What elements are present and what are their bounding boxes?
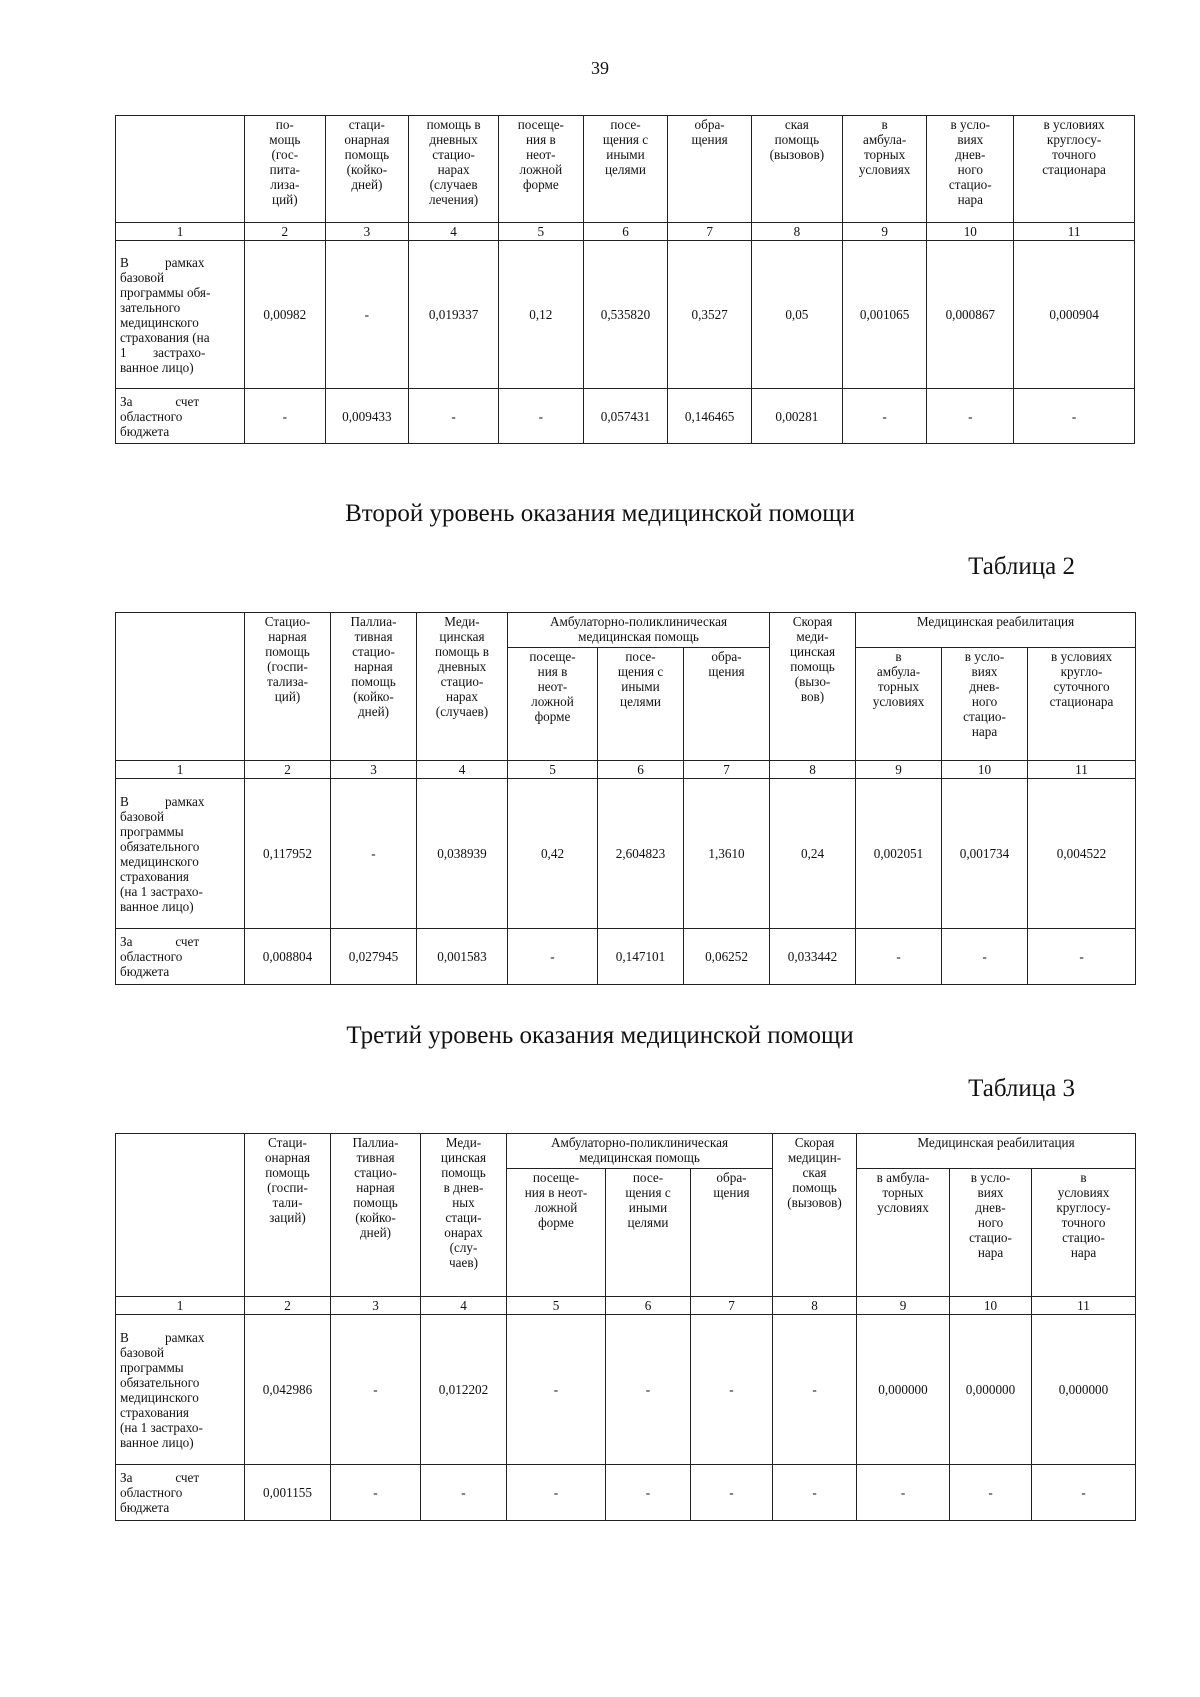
value-cell: 0,027945	[331, 929, 417, 985]
row-label-text: За счет областного бюджета	[120, 393, 200, 439]
header-cell	[606, 1169, 691, 1297]
value-cell: -	[507, 1465, 606, 1521]
column-number: 11	[1014, 223, 1135, 241]
row-label	[116, 929, 245, 985]
header-text: Амбулаторно-поликлиническая медицинская помощь	[550, 1135, 729, 1165]
column-number: 2	[245, 223, 326, 241]
header-cell	[499, 116, 584, 223]
value-cell: 0,42	[508, 779, 598, 929]
header-cell	[245, 1134, 331, 1297]
page-number: 39	[591, 58, 609, 78]
value-cell: -	[331, 1315, 421, 1465]
value-cell: -	[606, 1315, 691, 1465]
row-label	[116, 389, 245, 444]
header-text: Медицинская реабилитация	[917, 1135, 1075, 1150]
value-cell: 0,00982	[245, 241, 326, 389]
table-2-header-row-1	[116, 613, 1136, 648]
header-text: Паллиа- тивная стацио- нарная помощь (койко- дней)	[350, 614, 397, 719]
value-cell: 0,000867	[927, 241, 1014, 389]
header-text: в усло- виях днев- ного стацио- нара	[963, 649, 1006, 739]
header-text: Стацио- нарная помощь (госпи- тализа- ций)	[264, 614, 311, 704]
value-cell: 0,001734	[942, 779, 1028, 929]
header-cell	[950, 1169, 1032, 1297]
header-text: посе- щения с иными целями	[625, 1170, 671, 1230]
value-cell: -	[421, 1465, 507, 1521]
value-cell: 0,001583	[417, 929, 508, 985]
value-cell: -	[331, 779, 417, 929]
value-cell: -	[606, 1465, 691, 1521]
section-2-heading: Второй уровень оказания медицинской помощи	[345, 500, 855, 527]
value-cell: 0,042986	[245, 1315, 331, 1465]
column-number: 7	[668, 223, 752, 241]
value-cell: -	[1014, 389, 1135, 444]
column-number: 2	[245, 1297, 331, 1315]
header-cell	[1028, 648, 1136, 761]
header-cell-empty	[116, 116, 245, 223]
column-number: 6	[583, 223, 668, 241]
column-number-row	[116, 1297, 1136, 1315]
header-cell	[942, 648, 1028, 761]
value-cell: -	[507, 1315, 606, 1465]
value-cell: 0,004522	[1028, 779, 1136, 929]
header-group-ambulatory	[507, 1134, 773, 1169]
value-cell: 0,012202	[421, 1315, 507, 1465]
column-number: 10	[942, 761, 1028, 779]
header-group-rehabilitation	[856, 613, 1136, 648]
header-cell	[245, 116, 326, 223]
value-cell: 0,000000	[857, 1315, 950, 1465]
table-3-header-row-1	[116, 1134, 1136, 1169]
header-text: посе- щения с иными целями	[602, 117, 649, 177]
column-number: 6	[606, 1297, 691, 1315]
header-group-rehabilitation	[857, 1134, 1136, 1169]
column-number: 9	[857, 1297, 950, 1315]
header-text: в амбула- торных условиях	[872, 649, 925, 709]
header-text: Скорая меди- цинская помощь (вызо- вов)	[789, 614, 836, 704]
column-number: 5	[499, 223, 584, 241]
header-text: посе- щения с иными целями	[617, 649, 664, 709]
header-cell	[325, 116, 409, 223]
table-2-label: Таблица 2	[968, 553, 1075, 580]
header-text: Паллиа- тивная стацио- нарная помощь (койко- дней)	[352, 1135, 399, 1240]
value-cell: 0,12	[499, 241, 584, 389]
row-label-text: За счет областного бюджета	[120, 1470, 200, 1515]
table-row	[116, 389, 1135, 444]
value-cell: 0,3527	[668, 241, 752, 389]
header-cell-empty	[116, 1134, 245, 1297]
column-number: 8	[751, 223, 842, 241]
value-cell: -	[856, 929, 942, 985]
value-cell: 0,000904	[1014, 241, 1135, 389]
header-cell	[842, 116, 927, 223]
table-1	[115, 115, 1135, 444]
value-cell: 0,001065	[842, 241, 927, 389]
column-number: 5	[508, 761, 598, 779]
header-cell	[331, 613, 417, 761]
header-cell-empty	[116, 613, 245, 761]
column-number: 3	[331, 761, 417, 779]
value-cell: 0,05	[751, 241, 842, 389]
header-cell	[770, 613, 856, 761]
value-cell: -	[331, 1465, 421, 1521]
value-cell: -	[409, 389, 499, 444]
column-number: 2	[245, 761, 331, 779]
value-cell: 0,001155	[245, 1465, 331, 1521]
column-number: 1	[116, 223, 245, 241]
row-label-text: В рамках базовой программы обязательного медицинского страхования (на 1 застрахо- ванное лицо)	[120, 1329, 205, 1450]
header-text: в амбула- торных условиях	[876, 1170, 930, 1215]
row-label-text: За счет областного бюджета	[120, 934, 200, 979]
table-row	[116, 241, 1135, 389]
value-cell: 0,117952	[245, 779, 331, 929]
header-text: посеще- ния в неот- ложной форме	[517, 117, 564, 192]
header-cell	[331, 1134, 421, 1297]
header-cell	[691, 1169, 773, 1297]
header-text: в усло- виях днев- ного стацио- нара	[948, 117, 992, 207]
header-text: стаци- онарная помощь (койко- дней)	[344, 117, 390, 192]
column-number: 10	[927, 223, 1014, 241]
value-cell: -	[927, 389, 1014, 444]
row-label-text: В рамках базовой программы обязательного медицинского страхования (на 1 застрахо- ванное лицо)	[120, 793, 205, 914]
row-label-text: В рамках базовой программы обя- зательного медицинского страхования (на 1 застрахо- ванное лицо)	[120, 254, 211, 375]
value-cell: -	[942, 929, 1028, 985]
header-cell	[507, 1169, 606, 1297]
header-text: Скорая медицин- ская помощь (вызовов)	[787, 1135, 842, 1210]
column-number: 1	[116, 761, 245, 779]
header-cell	[421, 1134, 507, 1297]
value-cell: -	[773, 1315, 857, 1465]
value-cell: -	[950, 1465, 1032, 1521]
column-number: 5	[507, 1297, 606, 1315]
header-text: помощь в дневных стацио- нарах (случаев лечения)	[426, 117, 481, 207]
header-text: посеще- ния в неот- ложной форме	[529, 649, 576, 724]
table-2	[115, 612, 1136, 985]
value-cell: 0,146465	[668, 389, 752, 444]
value-cell: 0,009433	[325, 389, 409, 444]
column-number: 3	[331, 1297, 421, 1315]
value-cell: -	[499, 389, 584, 444]
section-3-heading: Третий уровень оказания медицинской помощи	[346, 1022, 854, 1049]
value-cell: 0,24	[770, 779, 856, 929]
header-cell	[598, 648, 684, 761]
value-cell: -	[325, 241, 409, 389]
table-3	[115, 1133, 1136, 1521]
header-cell	[583, 116, 668, 223]
column-number: 9	[842, 223, 927, 241]
header-text: в усло- виях днев- ного стацио- нара	[969, 1170, 1012, 1260]
column-number: 4	[417, 761, 508, 779]
value-cell: -	[691, 1465, 773, 1521]
value-cell: 0,06252	[684, 929, 770, 985]
value-cell: -	[508, 929, 598, 985]
value-cell: -	[1028, 929, 1136, 985]
header-cell	[1014, 116, 1135, 223]
value-cell: -	[691, 1315, 773, 1465]
value-cell: 0,019337	[409, 241, 499, 389]
column-number: 8	[770, 761, 856, 779]
column-number: 4	[421, 1297, 507, 1315]
row-label	[116, 1315, 245, 1465]
column-number: 7	[684, 761, 770, 779]
value-cell: 0,057431	[583, 389, 668, 444]
header-cell	[927, 116, 1014, 223]
header-text: в условиях кругло- суточного стационара	[1049, 649, 1114, 709]
header-cell	[508, 648, 598, 761]
header-cell	[751, 116, 842, 223]
header-cell	[409, 116, 499, 223]
value-cell: -	[245, 389, 326, 444]
value-cell: 0,000000	[1032, 1315, 1136, 1465]
value-cell: 2,604823	[598, 779, 684, 929]
header-text: обра- щения	[708, 649, 745, 679]
header-text: посеще- ния в неот- ложной форме	[524, 1170, 588, 1230]
value-cell: 1,3610	[684, 779, 770, 929]
table-1-header-row	[116, 116, 1135, 223]
table-row	[116, 1315, 1136, 1465]
header-text: обра- щения	[691, 117, 728, 147]
value-cell: 0,147101	[598, 929, 684, 985]
header-cell	[417, 613, 508, 761]
header-text: Меди- цинская помощь в днев- ных стаци- онарах (слу- чаев)	[440, 1135, 487, 1270]
table-row	[116, 779, 1136, 929]
header-text: Медицинская реабилитация	[916, 614, 1075, 629]
table-row	[116, 1465, 1136, 1521]
column-number: 10	[950, 1297, 1032, 1315]
header-cell	[1032, 1169, 1136, 1297]
header-group-ambulatory	[508, 613, 770, 648]
value-cell: 0,535820	[583, 241, 668, 389]
column-number: 4	[409, 223, 499, 241]
column-number: 11	[1032, 1297, 1136, 1315]
value-cell: 0,00281	[751, 389, 842, 444]
header-cell	[245, 613, 331, 761]
header-text: Амбулаторно-поликлиническая медицинская помощь	[549, 614, 728, 644]
value-cell: 0,038939	[417, 779, 508, 929]
header-text: в условиях круглосу- точного стационара	[1042, 117, 1106, 177]
column-number: 11	[1028, 761, 1136, 779]
value-cell: 0,002051	[856, 779, 942, 929]
row-label	[116, 779, 245, 929]
header-text: обра- щения	[713, 1170, 750, 1200]
header-text: Стаци- онарная помощь (госпи- тали- заций)	[264, 1135, 311, 1225]
header-text: в условиях круглосу- точного стацио- нара	[1056, 1170, 1111, 1260]
value-cell: -	[857, 1465, 950, 1521]
header-cell	[668, 116, 752, 223]
table-3-label: Таблица 3	[968, 1075, 1075, 1102]
header-cell	[857, 1169, 950, 1297]
column-number-row	[116, 761, 1136, 779]
column-number: 6	[598, 761, 684, 779]
header-cell	[684, 648, 770, 761]
column-number-row	[116, 223, 1135, 241]
header-cell	[773, 1134, 857, 1297]
value-cell: 0,000000	[950, 1315, 1032, 1465]
column-number: 9	[856, 761, 942, 779]
value-cell: 0,008804	[245, 929, 331, 985]
value-cell: -	[1032, 1465, 1136, 1521]
value-cell: -	[773, 1465, 857, 1521]
row-label	[116, 241, 245, 389]
value-cell: 0,033442	[770, 929, 856, 985]
column-number: 7	[691, 1297, 773, 1315]
column-number: 1	[116, 1297, 245, 1315]
header-text: по- мощь (гос- пита- лиза- ций)	[269, 117, 301, 207]
table-row	[116, 929, 1136, 985]
header-text: в амбула- торных условиях	[858, 117, 911, 177]
header-cell	[856, 648, 942, 761]
header-text: ская помощь (вызовов)	[769, 117, 825, 162]
header-text: Меди- цинская помощь в дневных стацио- нарах (случаев)	[434, 614, 490, 719]
value-cell: -	[842, 389, 927, 444]
column-number: 3	[325, 223, 409, 241]
column-number: 8	[773, 1297, 857, 1315]
row-label	[116, 1465, 245, 1521]
